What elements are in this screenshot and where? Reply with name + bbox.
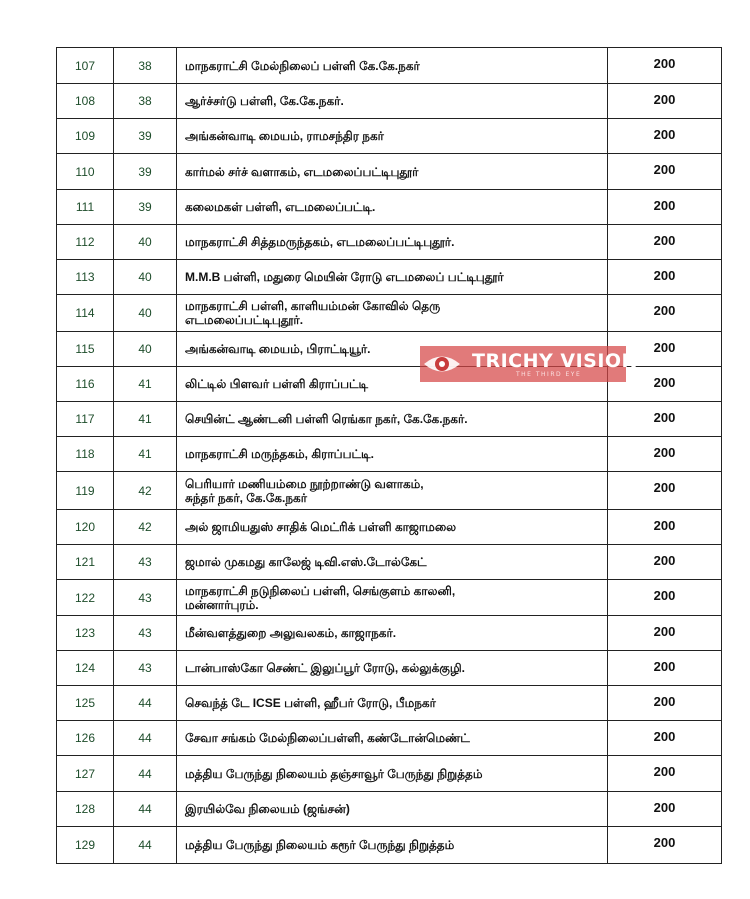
location-cell <box>177 402 608 437</box>
count-cell: 200 <box>608 580 722 616</box>
table-row <box>57 545 722 580</box>
table-row <box>57 119 722 154</box>
count-cell: 200 <box>608 402 722 437</box>
serial-number-cell: 127 <box>57 756 114 792</box>
table-row <box>57 651 722 686</box>
serial-number-cell: 125 <box>57 686 114 721</box>
count-cell: 200 <box>608 651 722 686</box>
count-cell: 200 <box>608 756 722 792</box>
serial-number-cell: 116 <box>57 367 114 402</box>
ward-number-cell: 40 <box>114 225 177 260</box>
ward-number-cell: 44 <box>114 792 177 827</box>
location-text: மாநகராட்சி மேல்நிலைப் பள்ளி கே.கே.நகர் <box>185 58 420 73</box>
count-cell: 200 <box>608 295 722 332</box>
table-row <box>57 402 722 437</box>
location-cell <box>177 651 608 686</box>
table-row <box>57 154 722 190</box>
location-text: பெரியார் மணியம்மை நூற்றாண்டு வளாகம், சுந்தர் நகர், கே.கே.நகர் <box>185 476 424 505</box>
ward-number-cell: 42 <box>114 510 177 545</box>
ward-number-cell: 43 <box>114 580 177 616</box>
location-cell <box>177 545 608 580</box>
table-row <box>57 225 722 260</box>
ward-number-cell: 43 <box>114 616 177 651</box>
serial-number-cell: 113 <box>57 260 114 295</box>
table-row <box>57 756 722 792</box>
ward-number-cell: 38 <box>114 84 177 119</box>
ward-number-cell: 42 <box>114 472 177 510</box>
table-row <box>57 295 722 332</box>
serial-number-cell: 126 <box>57 721 114 756</box>
ward-number-cell: 43 <box>114 651 177 686</box>
count-cell: 200 <box>608 472 722 510</box>
count-cell: 200 <box>608 260 722 295</box>
serial-number-cell: 114 <box>57 295 114 332</box>
ward-number-cell: 41 <box>114 437 177 472</box>
ward-number-cell: 39 <box>114 190 177 225</box>
count-cell: 200 <box>608 190 722 225</box>
serial-number-cell: 128 <box>57 792 114 827</box>
serial-number-cell: 119 <box>57 472 114 510</box>
ward-number-cell: 44 <box>114 686 177 721</box>
location-text: மத்திய பேருந்து நிலையம் தஞ்சாவூர் பேருந்து நிறுத்தம் <box>185 766 483 781</box>
ward-number-cell: 38 <box>114 48 177 84</box>
count-cell: 200 <box>608 154 722 190</box>
location-text: கார்மல் சர்ச் வளாகம், எடமலைப்பட்டிபுதூர் <box>185 164 419 179</box>
location-cell <box>177 616 608 651</box>
location-cell <box>177 154 608 190</box>
eye-logo-icon <box>422 348 462 380</box>
serial-number-cell: 109 <box>57 119 114 154</box>
location-text: M.M.B பள்ளி, மதுரை மெயின் ரோடு எடமலைப் பட்டிபுதூர் <box>185 270 504 284</box>
count-cell: 200 <box>608 721 722 756</box>
serial-number-cell: 111 <box>57 190 114 225</box>
location-cell <box>177 721 608 756</box>
table-row <box>57 686 722 721</box>
serial-number-cell: 120 <box>57 510 114 545</box>
count-cell: 200 <box>608 332 722 367</box>
count-cell: 200 <box>608 437 722 472</box>
location-text: டான்பாஸ்கோ செண்ட் இலுப்பூர் ரோடு, கல்லுக்குழி. <box>185 661 465 675</box>
location-text: செவந்த் டே ICSE பள்ளி, ஹீபர் ரோடு, பீமநகர் <box>185 696 436 710</box>
location-cell <box>177 260 608 295</box>
location-cell <box>177 437 608 472</box>
location-text: மாநகராட்சி நடுநிலைப் பள்ளி, செங்குளம் காலனி, மன்னார்புரம். <box>185 583 456 612</box>
serial-number-cell: 110 <box>57 154 114 190</box>
count-cell: 200 <box>608 84 722 119</box>
location-cell <box>177 472 608 510</box>
serial-number-cell: 129 <box>57 827 114 864</box>
location-text: லிட்டில் பிளவர் பள்ளி கிராப்பட்டி <box>185 377 369 391</box>
location-text: மாநகராட்சி மருந்தகம், கிராப்பட்டி. <box>185 447 374 461</box>
ward-number-cell: 39 <box>114 119 177 154</box>
serial-number-cell: 123 <box>57 616 114 651</box>
location-text: ஜமால் முகமது காலேஜ் டிவி.எஸ்.டோல்கேட் <box>185 555 427 569</box>
ward-number-cell: 44 <box>114 827 177 864</box>
location-text: அங்கன்வாடி மையம், ராமசந்திர நகர் <box>185 129 384 143</box>
serial-number-cell: 118 <box>57 437 114 472</box>
ward-number-cell: 43 <box>114 545 177 580</box>
table-row <box>57 721 722 756</box>
location-text: மாநகராட்சி பள்ளி, காளியம்மன் கோவில் தெரு எடமலைப்பட்டிபுதூர். <box>185 299 441 327</box>
count-cell: 200 <box>608 510 722 545</box>
location-cell <box>177 295 608 332</box>
location-cell <box>177 580 608 616</box>
count-cell: 200 <box>608 827 722 864</box>
ward-number-cell: 40 <box>114 332 177 367</box>
ward-number-cell: 44 <box>114 721 177 756</box>
count-cell: 200 <box>608 545 722 580</box>
serial-number-cell: 121 <box>57 545 114 580</box>
watermark <box>420 346 638 382</box>
location-cell <box>177 756 608 792</box>
location-text: ஆர்ச்சர்டு பள்ளி, கே.கே.நகர். <box>185 94 344 108</box>
serial-number-cell: 117 <box>57 402 114 437</box>
location-text: இரயில்வே நிலையம் (ஜங்சன்) <box>185 802 350 816</box>
table-row <box>57 48 722 84</box>
location-cell <box>177 792 608 827</box>
ward-number-cell: 39 <box>114 154 177 190</box>
serial-number-cell: 122 <box>57 580 114 616</box>
location-cell <box>177 225 608 260</box>
location-text: அல் ஜாமியதுஸ் சாதிக் மெட்ரிக் பள்ளி காஜாமலை <box>185 520 457 534</box>
polling-location-table <box>56 47 722 864</box>
watermark-subtitle: THE THIRD EYE <box>516 371 582 378</box>
table-row <box>57 437 722 472</box>
table-body <box>57 48 722 864</box>
location-text: மத்திய பேருந்து நிலையம் கரூர் பேருந்து நிறுத்தம் <box>185 838 455 852</box>
table-row <box>57 472 722 510</box>
ward-number-cell: 44 <box>114 756 177 792</box>
location-cell <box>177 686 608 721</box>
count-cell: 200 <box>608 367 722 402</box>
location-cell <box>177 190 608 225</box>
serial-number-cell: 112 <box>57 225 114 260</box>
count-cell: 200 <box>608 616 722 651</box>
serial-number-cell: 115 <box>57 332 114 367</box>
serial-number-cell: 107 <box>57 48 114 84</box>
count-cell: 200 <box>608 48 722 84</box>
location-cell <box>177 827 608 864</box>
table-row <box>57 190 722 225</box>
table-row <box>57 616 722 651</box>
serial-number-cell: 124 <box>57 651 114 686</box>
ward-number-cell: 41 <box>114 402 177 437</box>
table-row <box>57 827 722 864</box>
location-cell <box>177 48 608 84</box>
location-text: மாநகராட்சி சித்தமருந்தகம், எடமலைப்பட்டிபுதூர். <box>185 235 455 249</box>
location-text: அங்கன்வாடி மையம், பிராட்டியூர். <box>185 342 371 356</box>
location-cell <box>177 119 608 154</box>
table-row <box>57 260 722 295</box>
count-cell: 200 <box>608 119 722 154</box>
location-cell <box>177 510 608 545</box>
location-cell <box>177 84 608 119</box>
table-row <box>57 580 722 616</box>
location-text: சேவா சங்கம் மேல்நிலைப்பள்ளி, கண்டோன்மெண்ட் <box>185 731 470 745</box>
table-row <box>57 84 722 119</box>
ward-number-cell: 41 <box>114 367 177 402</box>
count-cell: 200 <box>608 225 722 260</box>
table-row <box>57 510 722 545</box>
location-text: கலைமகள் பள்ளி, எடமலைப்பட்டி. <box>185 200 376 214</box>
serial-number-cell: 108 <box>57 84 114 119</box>
table-row <box>57 792 722 827</box>
count-cell: 200 <box>608 792 722 827</box>
ward-number-cell: 40 <box>114 260 177 295</box>
location-text: மீன்வளத்துறை அலுவலகம், காஜாநகர். <box>185 626 397 640</box>
watermark-title: TRICHY VISION <box>472 350 638 372</box>
count-cell: 200 <box>608 686 722 721</box>
ward-number-cell: 40 <box>114 295 177 332</box>
location-text: செயின்ட் ஆண்டனி பள்ளி ரெங்கா நகர், கே.கே.நகர். <box>185 412 468 426</box>
